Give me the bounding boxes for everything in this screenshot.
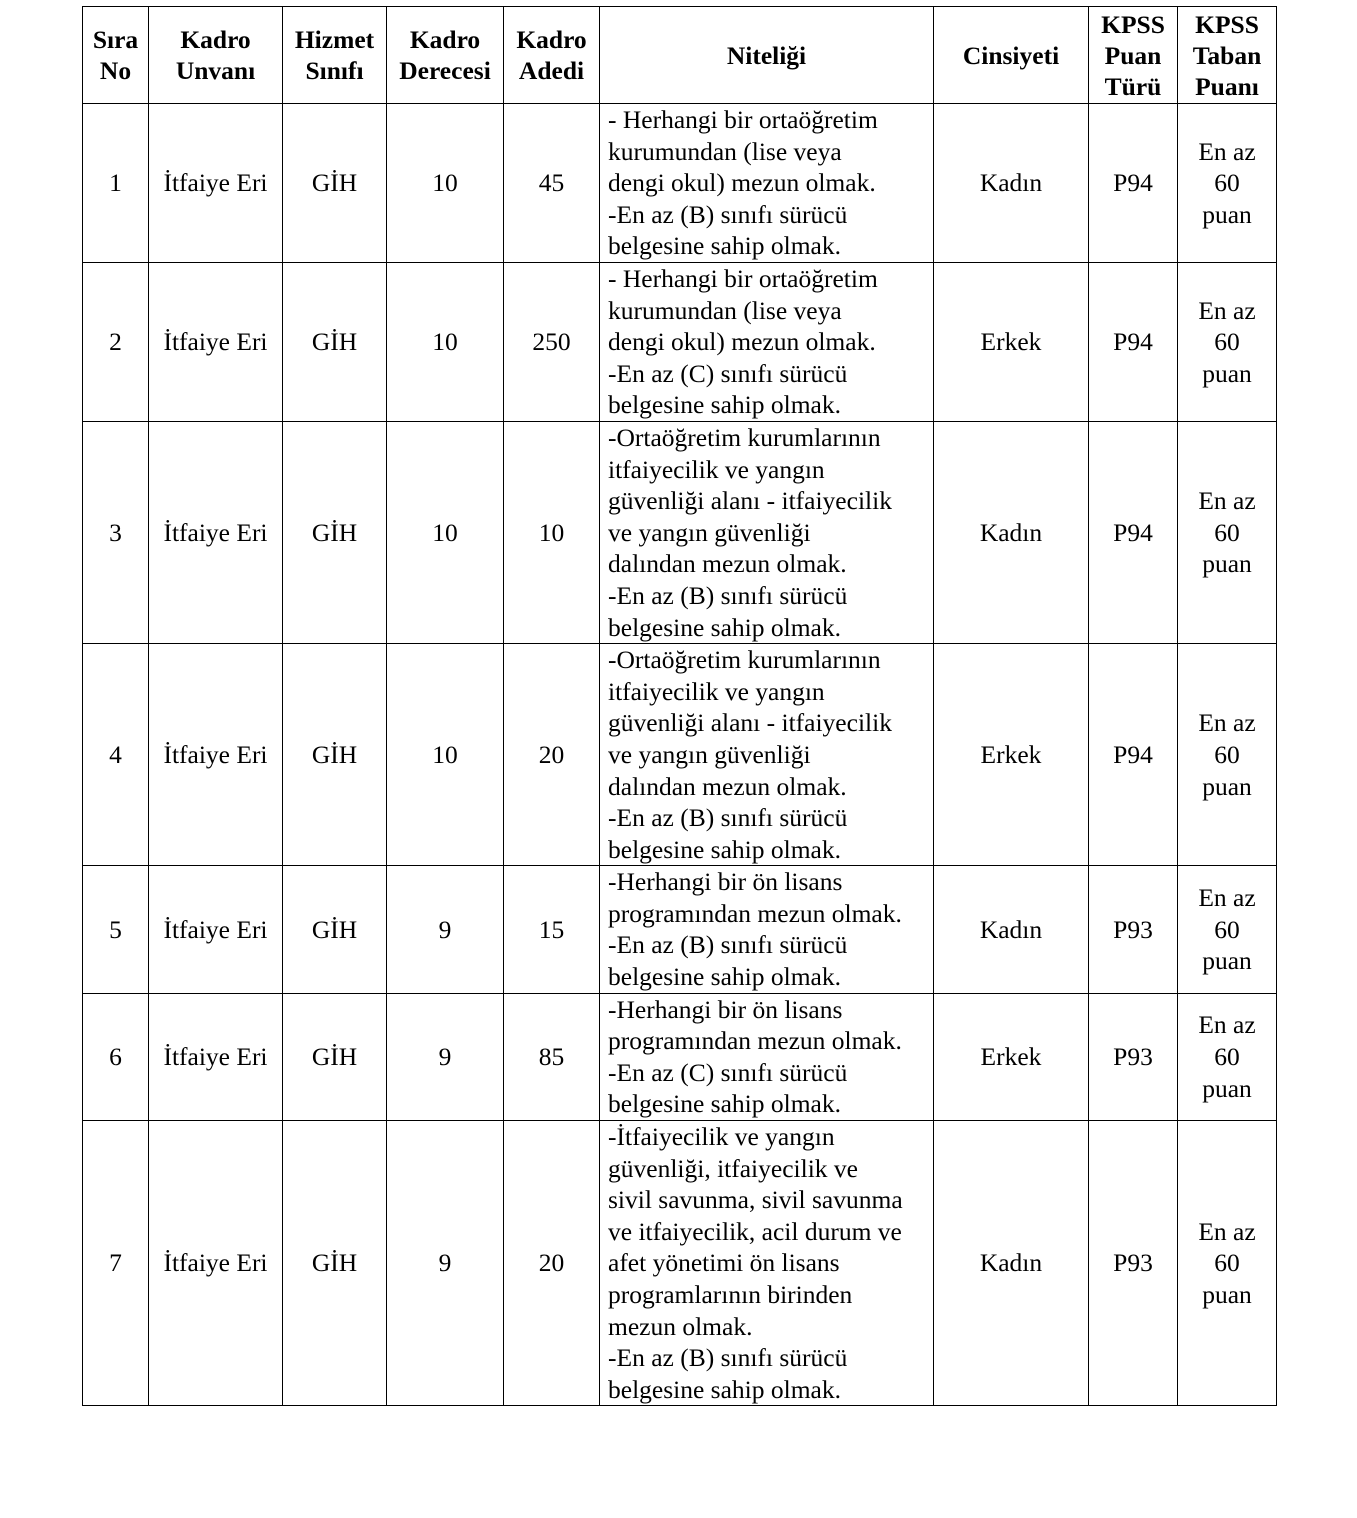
taban-line: 60 <box>1214 914 1240 944</box>
nitelik-line: belgesine sahip olmak. <box>608 962 841 992</box>
cell-kpss-taban-puani <box>1178 421 1277 643</box>
cell-hizmet-sinifi: GİH <box>283 644 387 866</box>
header-text-line: Türü <box>1104 71 1162 101</box>
taban-line: En az <box>1198 708 1256 738</box>
cell-kpss-taban-puani <box>1178 866 1277 993</box>
nitelik-line: kurumundan (lise veya <box>608 295 842 325</box>
cell-sira-no: 4 <box>83 644 149 866</box>
header-text-line: Sınıfı <box>305 56 364 85</box>
header-sira-no <box>83 7 149 104</box>
cell-cinsiyeti: Kadın <box>934 866 1089 993</box>
taban-line: puan <box>1202 1073 1252 1103</box>
cell-kadro-adedi: 10 <box>504 421 600 643</box>
cell-sira-no: 1 <box>83 104 149 263</box>
header-text-line: Taban <box>1192 40 1262 70</box>
nitelik-line: itfaiyecilik ve yangın <box>608 454 825 484</box>
header-text-line: KPSS <box>1101 9 1165 39</box>
nitelik-line: belgesine sahip olmak. <box>608 390 841 420</box>
nitelik-line: belgesine sahip olmak. <box>608 1374 841 1404</box>
cell-hizmet-sinifi: GİH <box>283 262 387 421</box>
taban-line: 60 <box>1214 739 1240 769</box>
table-body <box>83 104 1277 1406</box>
cell-hizmet-sinifi: GİH <box>283 993 387 1120</box>
header-kpss-puan-turu <box>1089 7 1178 104</box>
table-row <box>83 262 1277 421</box>
cell-kpss-taban-puani <box>1178 644 1277 866</box>
nitelik-line: dalından mezun olmak. <box>608 771 847 801</box>
cell-hizmet-sinifi: GİH <box>283 104 387 263</box>
cell-niteligi <box>600 1121 934 1406</box>
header-text-line: Hizmet <box>294 25 375 54</box>
cell-kpss-puan-turu: P94 <box>1089 104 1178 263</box>
nitelik-line: ve itfaiyecilik, acil durum ve <box>608 1216 902 1246</box>
header-text-line: Niteliği <box>726 40 807 70</box>
cell-kadro-unvani: İtfaiye Eri <box>149 866 283 993</box>
cell-hizmet-sinifi: GİH <box>283 1121 387 1406</box>
header-text-line: Kadro <box>409 25 481 54</box>
nitelik-line: dengi okul) mezun olmak. <box>608 168 876 198</box>
cell-kadro-unvani: İtfaiye Eri <box>149 993 283 1120</box>
taban-line: 60 <box>1214 168 1240 198</box>
header-text-line: KPSS <box>1195 9 1259 39</box>
taban-line: puan <box>1202 358 1252 388</box>
taban-line: 60 <box>1214 517 1240 547</box>
taban-line: En az <box>1198 136 1256 166</box>
nitelik-line: -En az (C) sınıfı sürücü <box>608 358 848 388</box>
cell-kadro-adedi: 20 <box>504 644 600 866</box>
cell-hizmet-sinifi: GİH <box>283 421 387 643</box>
taban-line: En az <box>1198 295 1256 325</box>
cell-sira-no: 6 <box>83 993 149 1120</box>
nitelik-line: -En az (B) sınıfı sürücü <box>608 930 848 960</box>
cell-kpss-taban-puani <box>1178 993 1277 1120</box>
nitelik-line: -En az (B) sınıfı sürücü <box>608 803 848 833</box>
cell-cinsiyeti: Erkek <box>934 644 1089 866</box>
nitelik-line: programından mezun olmak. <box>608 898 902 928</box>
cell-kpss-taban-puani <box>1178 104 1277 263</box>
nitelik-line: güvenliği alanı - itfaiyecilik <box>608 486 892 516</box>
cell-kadro-unvani: İtfaiye Eri <box>149 262 283 421</box>
header-text-line: Kadro <box>180 25 251 54</box>
taban-line: En az <box>1198 1010 1256 1040</box>
cell-kadro-derecesi: 10 <box>387 262 504 421</box>
cell-cinsiyeti: Erkek <box>934 993 1089 1120</box>
cell-sira-no: 7 <box>83 1121 149 1406</box>
nitelik-line: -En az (B) sınıfı sürücü <box>608 199 848 229</box>
cell-kpss-taban-puani <box>1178 262 1277 421</box>
cell-kadro-derecesi: 9 <box>387 993 504 1120</box>
kadro-table <box>82 6 1277 1406</box>
header-kadro-adedi <box>504 7 600 104</box>
cell-cinsiyeti: Kadın <box>934 1121 1089 1406</box>
taban-line: puan <box>1202 1280 1252 1309</box>
nitelik-line: mezun olmak. <box>608 1311 753 1341</box>
header-text-line: Sıra <box>92 25 139 54</box>
taban-line: 60 <box>1214 327 1240 357</box>
cell-sira-no: 2 <box>83 262 149 421</box>
header-cinsiyeti <box>934 7 1089 104</box>
nitelik-line: ve yangın güvenliği <box>608 739 811 769</box>
taban-line: En az <box>1198 883 1256 913</box>
taban-line: 60 <box>1214 1248 1240 1278</box>
cell-sira-no: 3 <box>83 421 149 643</box>
nitelik-line: itfaiyecilik ve yangın <box>608 676 825 706</box>
nitelik-line: afet yönetimi ön lisans <box>608 1248 840 1278</box>
nitelik-line: dengi okul) mezun olmak. <box>608 327 876 357</box>
cell-kadro-derecesi: 10 <box>387 104 504 263</box>
cell-kadro-unvani: İtfaiye Eri <box>149 644 283 866</box>
cell-kadro-adedi: 45 <box>504 104 600 263</box>
cell-niteligi <box>600 644 934 866</box>
cell-sira-no: 5 <box>83 866 149 993</box>
header-kadro-unvani <box>149 7 283 104</box>
nitelik-line: sivil savunma, sivil savunma <box>608 1185 903 1215</box>
cell-kpss-puan-turu: P94 <box>1089 262 1178 421</box>
cell-cinsiyeti: Kadın <box>934 104 1089 263</box>
taban-line: puan <box>1202 199 1252 229</box>
nitelik-line: - Herhangi bir ortaöğretim <box>608 105 878 134</box>
taban-line: En az <box>1198 1216 1256 1246</box>
nitelik-line: ve yangın güvenliği <box>608 517 811 547</box>
nitelik-line: belgesine sahip olmak. <box>608 231 841 261</box>
cell-kadro-unvani: İtfaiye Eri <box>149 104 283 263</box>
cell-kadro-derecesi: 10 <box>387 644 504 866</box>
cell-niteligi <box>600 262 934 421</box>
cell-kpss-puan-turu: P93 <box>1089 1121 1178 1406</box>
cell-cinsiyeti: Erkek <box>934 262 1089 421</box>
nitelik-line: -İtfaiyecilik ve yangın <box>608 1122 835 1152</box>
header-hizmet-sinifi <box>283 7 387 104</box>
header-text-line: Puan <box>1104 40 1162 70</box>
table-row <box>83 421 1277 643</box>
nitelik-line: güvenliği, itfaiyecilik ve <box>608 1153 858 1183</box>
table-row <box>83 644 1277 866</box>
cell-kadro-derecesi: 9 <box>387 866 504 993</box>
cell-kadro-adedi: 20 <box>504 1121 600 1406</box>
cell-niteligi <box>600 421 934 643</box>
cell-kpss-taban-puani <box>1178 1121 1277 1406</box>
cell-kadro-adedi: 250 <box>504 262 600 421</box>
table-row <box>83 104 1277 263</box>
nitelik-line: -Ortaöğretim kurumlarının <box>608 422 881 452</box>
cell-kpss-puan-turu: P93 <box>1089 993 1178 1120</box>
cell-kadro-derecesi: 9 <box>387 1121 504 1406</box>
cell-niteligi <box>600 993 934 1120</box>
cell-kadro-adedi: 15 <box>504 866 600 993</box>
table-row <box>83 866 1277 993</box>
cell-cinsiyeti: Kadın <box>934 421 1089 643</box>
nitelik-line: -En az (C) sınıfı sürücü <box>608 1057 848 1087</box>
header-text-line: Unvanı <box>175 56 256 85</box>
cell-niteligi <box>600 866 934 993</box>
cell-hizmet-sinifi: GİH <box>283 866 387 993</box>
table-row <box>83 1121 1277 1406</box>
header-text-line: Puanı <box>1195 71 1259 101</box>
taban-line: En az <box>1198 486 1256 516</box>
header-niteligi <box>600 7 934 104</box>
cell-kpss-puan-turu: P94 <box>1089 644 1178 866</box>
nitelik-line: belgesine sahip olmak. <box>608 1089 841 1119</box>
cell-kadro-derecesi: 10 <box>387 421 504 643</box>
header-text-line: Adedi <box>518 56 585 85</box>
table-row <box>83 993 1277 1120</box>
taban-line: puan <box>1202 549 1252 579</box>
header-row <box>83 7 1277 104</box>
cell-kadro-adedi: 85 <box>504 993 600 1120</box>
nitelik-line: - Herhangi bir ortaöğretim <box>608 263 878 293</box>
cell-kadro-unvani: İtfaiye Eri <box>149 421 283 643</box>
header-kpss-taban-puani <box>1178 7 1277 104</box>
cell-kpss-puan-turu: P93 <box>1089 866 1178 993</box>
nitelik-line: -En az (B) sınıfı sürücü <box>608 1343 848 1373</box>
taban-line: 60 <box>1214 1042 1240 1072</box>
cell-kpss-puan-turu: P94 <box>1089 421 1178 643</box>
nitelik-line: programından mezun olmak. <box>608 1026 902 1056</box>
nitelik-line: güvenliği alanı - itfaiyecilik <box>608 708 892 738</box>
cell-niteligi <box>600 104 934 263</box>
nitelik-line: -Herhangi bir ön lisans <box>608 867 843 897</box>
nitelik-line: dalından mezun olmak. <box>608 549 847 579</box>
header-text-line: Derecesi <box>399 56 491 85</box>
cell-kadro-unvani: İtfaiye Eri <box>149 1121 283 1406</box>
nitelik-line: -Ortaöğretim kurumlarının <box>608 645 881 675</box>
nitelik-line: belgesine sahip olmak. <box>608 612 841 642</box>
nitelik-line: belgesine sahip olmak. <box>608 834 841 864</box>
header-kadro-derecesi <box>387 7 504 104</box>
header-text-line: Kadro <box>516 25 587 54</box>
taban-line: puan <box>1202 946 1252 976</box>
header-text-line: Cinsiyeti <box>962 40 1060 70</box>
nitelik-line: kurumundan (lise veya <box>608 136 842 166</box>
nitelik-line: -En az (B) sınıfı sürücü <box>608 580 848 610</box>
header-text-line: No <box>99 56 132 85</box>
nitelik-line: programlarının birinden <box>608 1280 853 1309</box>
nitelik-line: -Herhangi bir ön lisans <box>608 994 843 1024</box>
taban-line: puan <box>1202 771 1252 801</box>
